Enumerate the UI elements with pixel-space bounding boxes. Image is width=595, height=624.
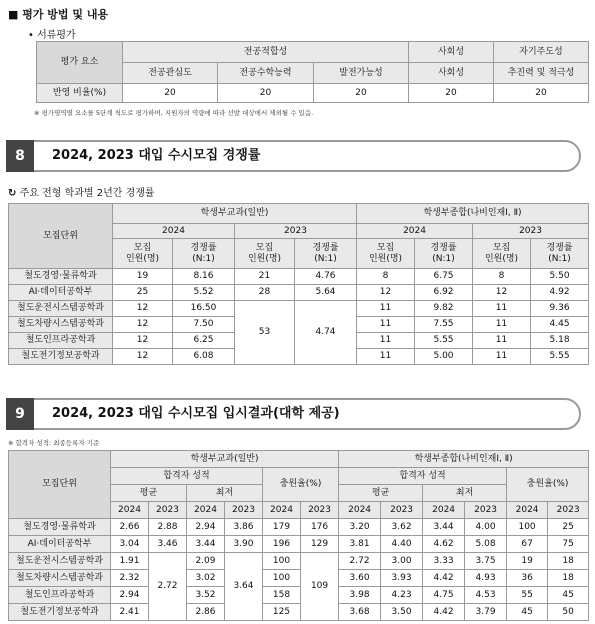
table-row [9, 519, 589, 536]
unit-name: AI·데이터공학부 [9, 285, 113, 301]
cell: 6.08 [173, 349, 235, 365]
table-row [9, 570, 589, 587]
cell: 4.45 [531, 317, 589, 333]
cell: 12 [113, 301, 173, 317]
year-header: 2024 [339, 502, 381, 519]
cell: 7.50 [173, 317, 235, 333]
year-header: 2024 [113, 224, 235, 239]
cell: 11 [357, 301, 415, 317]
cell: 2.94 [111, 587, 149, 604]
quota-header: 모집 인원(명) [113, 239, 173, 269]
cell: 19 [507, 553, 548, 570]
cell: 11 [473, 301, 531, 317]
cell: 21 [235, 269, 295, 285]
ratio-value: 20 [409, 84, 494, 103]
section9-number: 9 [6, 398, 34, 430]
ratio-value: 20 [123, 84, 218, 103]
year-header: 2023 [381, 502, 423, 519]
cell: 129 [301, 536, 339, 553]
year-header: 2023 [473, 224, 589, 239]
group-header-gyogwa: 학생부교과(일반) [111, 451, 339, 468]
section9-title: 2024, 2023 대입 수시모집 입시결과(대학 제공) [52, 406, 340, 421]
cell: 4.53 [465, 587, 507, 604]
rate-header: 경쟁률 (N:1) [531, 239, 589, 269]
cell: 3.20 [339, 519, 381, 536]
cell: 3.50 [381, 604, 423, 621]
cell: 25 [548, 519, 589, 536]
year-header: 2023 [548, 502, 589, 519]
merged-rate-2023: 4.74 [295, 301, 357, 365]
cell: 4.40 [381, 536, 423, 553]
cell: 2.94 [187, 519, 225, 536]
merged-avg-2023: 2.72 [149, 553, 187, 621]
unit-name: 철도경영·물류학과 [9, 519, 111, 536]
cell: 12 [357, 285, 415, 301]
cell: 11 [357, 317, 415, 333]
min-header: 최저 [423, 485, 507, 502]
item-social: 사회성 [409, 63, 494, 84]
cell: 8.16 [173, 269, 235, 285]
unit-header: 모집단위 [9, 451, 111, 519]
cell: 11 [357, 333, 415, 349]
criteria-label: 평가 요소 [37, 42, 123, 84]
table-row [9, 269, 589, 285]
cell: 75 [548, 536, 589, 553]
cell: 3.75 [465, 553, 507, 570]
cell: 4.62 [423, 536, 465, 553]
cell: 5.55 [415, 333, 473, 349]
avg-header: 평균 [339, 485, 423, 502]
cell: 55 [507, 587, 548, 604]
cell: 4.93 [465, 570, 507, 587]
cell: 11 [473, 333, 531, 349]
cell: 2.72 [339, 553, 381, 570]
cell: 3.00 [381, 553, 423, 570]
rate-header: 경쟁률 (N:1) [295, 239, 357, 269]
section9-note: ※ 합격자 성적: 최종등록자 기준 [8, 439, 100, 447]
cell: 6.92 [415, 285, 473, 301]
cell: 50 [548, 604, 589, 621]
cell: 12 [473, 285, 531, 301]
unit-name: 철도전기정보공학과 [9, 604, 111, 621]
item-potential: 발전가능성 [314, 63, 409, 84]
cell: 7.55 [415, 317, 473, 333]
table-row [9, 301, 589, 317]
cell: 2.86 [187, 604, 225, 621]
cell: 179 [263, 519, 301, 536]
cell: 4.42 [423, 570, 465, 587]
cell: 11 [357, 349, 415, 365]
quota-header: 모집 인원(명) [235, 239, 295, 269]
cell: 2.88 [149, 519, 187, 536]
cell: 36 [507, 570, 548, 587]
year-header: 2024 [263, 502, 301, 519]
cell: 125 [263, 604, 301, 621]
group-self-directed: 자기주도성 [494, 42, 589, 63]
cell: 18 [548, 553, 589, 570]
eval-heading: ■ 평가 방법 및 내용 [8, 8, 109, 21]
unit-name: 철도인프라공학과 [9, 587, 111, 604]
cell: 3.93 [381, 570, 423, 587]
ratio-value: 20 [218, 84, 314, 103]
unit-name: AI·데이터공학부 [9, 536, 111, 553]
cell: 3.02 [187, 570, 225, 587]
cell: 3.86 [225, 519, 263, 536]
merged-min-2023: 3.64 [225, 553, 263, 621]
year-header: 2024 [187, 502, 225, 519]
item-interest: 전공관심도 [123, 63, 218, 84]
cell: 12 [113, 317, 173, 333]
unit-name: 철도운전시스템공학과 [9, 301, 113, 317]
cell: 45 [507, 604, 548, 621]
cell: 3.52 [187, 587, 225, 604]
table-row [9, 604, 589, 621]
unit-name: 철도인프라공학과 [9, 333, 113, 349]
unit-name: 철도차량시스템공학과 [9, 570, 111, 587]
eval-note: ※ 평가영역별 요소를 5단계 척도로 평가하며, 지원자의 역량에 따라 선발 대상에서 제외될 수 있음. [34, 109, 314, 117]
cell: 4.00 [465, 519, 507, 536]
cell: 100 [263, 553, 301, 570]
year-header: 2023 [225, 502, 263, 519]
score-header: 합격자 성적 [339, 468, 507, 485]
group-header-gyogwa: 학생부교과(일반) [113, 204, 357, 224]
merged-fill-2023: 109 [301, 553, 339, 621]
year-header: 2023 [301, 502, 339, 519]
cell: 2.09 [187, 553, 225, 570]
item-drive: 추진력 및 적극성 [494, 63, 589, 84]
year-header: 2024 [111, 502, 149, 519]
cell: 9.82 [415, 301, 473, 317]
cell: 8 [473, 269, 531, 285]
cell: 4.92 [531, 285, 589, 301]
cell: 5.55 [531, 349, 589, 365]
cell: 3.46 [149, 536, 187, 553]
competition-table [8, 203, 589, 365]
unit-name: 철도전기정보공학과 [9, 349, 113, 365]
cell: 12 [113, 349, 173, 365]
group-major-fit: 전공적합성 [123, 42, 409, 63]
rate-header: 경쟁률 (N:1) [415, 239, 473, 269]
rate-header: 경쟁률 (N:1) [173, 239, 235, 269]
cell: 67 [507, 536, 548, 553]
eval-subheading: • 서류평가 [28, 30, 76, 41]
table-row [9, 587, 589, 604]
section8-sub [8, 184, 155, 199]
cell: 6.25 [173, 333, 235, 349]
cell: 2.66 [111, 519, 149, 536]
cell: 158 [263, 587, 301, 604]
cell: 3.44 [187, 536, 225, 553]
quota-header: 모집 인원(명) [357, 239, 415, 269]
cell: 8 [357, 269, 415, 285]
table-row [9, 285, 589, 301]
section8-sub-label: 주요 전형 학과별 2년간 경쟁률 [19, 188, 155, 199]
cell: 3.62 [381, 519, 423, 536]
cell: 196 [263, 536, 301, 553]
ratio-value: 20 [314, 84, 409, 103]
cell: 100 [263, 570, 301, 587]
cell: 19 [113, 269, 173, 285]
cell: 2.32 [111, 570, 149, 587]
arrow-icon: ↻ [8, 188, 17, 199]
cell: 100 [507, 519, 548, 536]
avg-header: 평균 [111, 485, 187, 502]
quota-header: 모집 인원(명) [473, 239, 531, 269]
ratio-label: 반영 비율(%) [37, 84, 123, 103]
cell: 2.41 [111, 604, 149, 621]
section8-title: 2024, 2023 대입 수시모집 경쟁률 [52, 148, 261, 163]
item-ability: 전공수학능력 [218, 63, 314, 84]
cell: 3.44 [423, 519, 465, 536]
cell: 4.76 [295, 269, 357, 285]
year-header: 2023 [235, 224, 357, 239]
cell: 18 [548, 570, 589, 587]
cell: 11 [473, 317, 531, 333]
cell: 5.18 [531, 333, 589, 349]
fill-rate-header: 충원율(%) [507, 468, 589, 502]
year-header: 2024 [423, 502, 465, 519]
merged-quota-2023: 53 [235, 301, 295, 365]
cell: 9.36 [531, 301, 589, 317]
cell: 5.00 [415, 349, 473, 365]
section8-banner [6, 140, 581, 172]
section8-number: 8 [6, 140, 34, 172]
cell: 4.42 [423, 604, 465, 621]
unit-name: 철도운전시스템공학과 [9, 553, 111, 570]
cell: 5.08 [465, 536, 507, 553]
fill-rate-header: 충원율(%) [263, 468, 339, 502]
cell: 4.23 [381, 587, 423, 604]
results-table [8, 450, 589, 621]
cell: 5.50 [531, 269, 589, 285]
cell: 176 [301, 519, 339, 536]
table-row [9, 553, 589, 570]
cell: 5.52 [173, 285, 235, 301]
group-social: 사회성 [409, 42, 494, 63]
cell: 3.81 [339, 536, 381, 553]
group-header-jonghap: 학생부종합(나비인재Ⅰ, Ⅱ) [357, 204, 589, 224]
cell: 28 [235, 285, 295, 301]
cell: 3.79 [465, 604, 507, 621]
section9-banner [6, 398, 581, 430]
cell: 25 [113, 285, 173, 301]
cell: 45 [548, 587, 589, 604]
cell: 12 [113, 333, 173, 349]
score-header: 합격자 성적 [111, 468, 263, 485]
cell: 6.75 [415, 269, 473, 285]
cell: 3.04 [111, 536, 149, 553]
table-row [9, 536, 589, 553]
year-header: 2023 [149, 502, 187, 519]
min-header: 최저 [187, 485, 263, 502]
cell: 4.75 [423, 587, 465, 604]
year-header: 2024 [357, 224, 473, 239]
cell: 3.90 [225, 536, 263, 553]
cell: 3.33 [423, 553, 465, 570]
cell: 3.60 [339, 570, 381, 587]
cell: 3.68 [339, 604, 381, 621]
ratio-value: 20 [494, 84, 589, 103]
year-header: 2024 [507, 502, 548, 519]
cell: 1.91 [111, 553, 149, 570]
cell: 16.50 [173, 301, 235, 317]
cell: 11 [473, 349, 531, 365]
unit-header: 모집단위 [9, 204, 113, 269]
eval-criteria-table [36, 41, 589, 103]
group-header-jonghap: 학생부종합(나비인재Ⅰ, Ⅱ) [339, 451, 589, 468]
cell: 3.98 [339, 587, 381, 604]
unit-name: 철도차량시스템공학과 [9, 317, 113, 333]
cell: 5.64 [295, 285, 357, 301]
year-header: 2023 [465, 502, 507, 519]
unit-name: 철도경영·물류학과 [9, 269, 113, 285]
